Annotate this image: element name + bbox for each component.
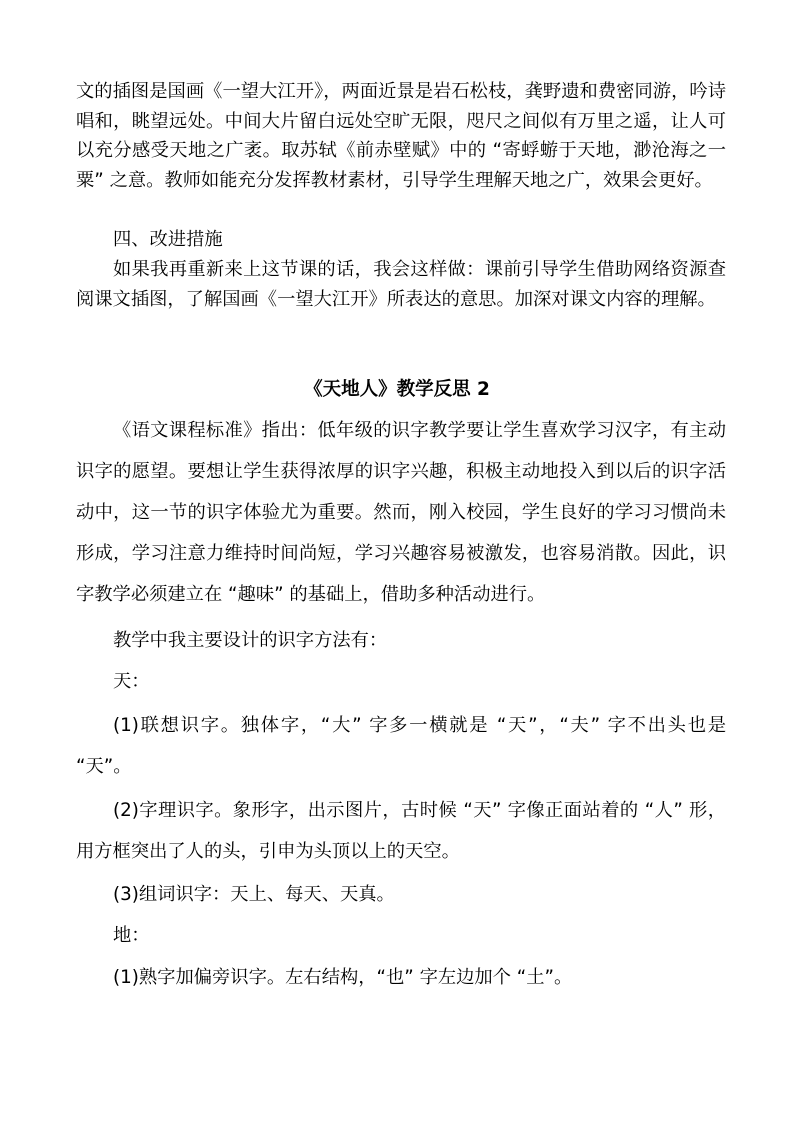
tian-method-etymology: (2)字理识字。象形字，出示图片，古时候 “天” 字像正面站着的 “人” 形，用方框突出了人的头，引申为头顶以上的天空。 xyxy=(76,800,726,862)
paragraph-curriculum-standard: 《语文课程标准》指出：低年级的识字教学要让学生喜欢学习汉字，有主动识字的愿望。要想让学生获得浓厚的识字兴趣，积极主动地投入到以后的识字活动中，这一节的识字体验尤为重要。然而，刚入校园，学生良好的学习习惯尚未形成，学习注意力维持时间尚短，学习兴趣容易被激发，也容易消散。因此，识字教学必须建立在 “趣味” 的基础上，借助多种活动进行。 xyxy=(76,420,726,605)
section-title: 《天地人》教学反思 2 xyxy=(304,379,490,400)
tian-method-word-building: (3)组词识字：天上、每天、天真。 xyxy=(113,884,395,905)
paragraph-illustration-analysis: 文的插图是国画《一望大江开》，两面近景是岩石松枝，龚野遗和费密同游，吟诗唱和，眺望远处。中间大片留白远处空旷无限，咫尺之间似有万里之遥，让人可以充分感受天地之广袤。取苏轼《前赤壁赋》中的 “寄蜉蝣于天地，渺沧海之一粟” 之意。教师如能充分发挥教材素材，引导学生理解天地之广，效果会更好。 xyxy=(76,81,726,191)
char-label-tian: 天： xyxy=(113,671,150,692)
paragraph-methods-intro: 教学中我主要设计的识字方法有： xyxy=(113,630,388,651)
di-method-radical: (1)熟字加偏旁识字。左右结构，“也” 字左边加个 “土”。 xyxy=(113,967,573,988)
paragraph-improvement: 如果我再重新来上这节课的话，我会这样做：课前引导学生借助网络资源查阅课文插图，了解国画《一望大江开》所表达的意思。加深对课文内容的理解。 xyxy=(76,259,726,310)
heading-improvement-measures: 四、改进措施 xyxy=(113,229,223,250)
tian-method-association: (1)联想识字。独体字，“大” 字多一横就是 “天”，“夫” 字不出头也是 “天”。 xyxy=(76,715,726,777)
char-label-di: 地： xyxy=(113,925,150,946)
